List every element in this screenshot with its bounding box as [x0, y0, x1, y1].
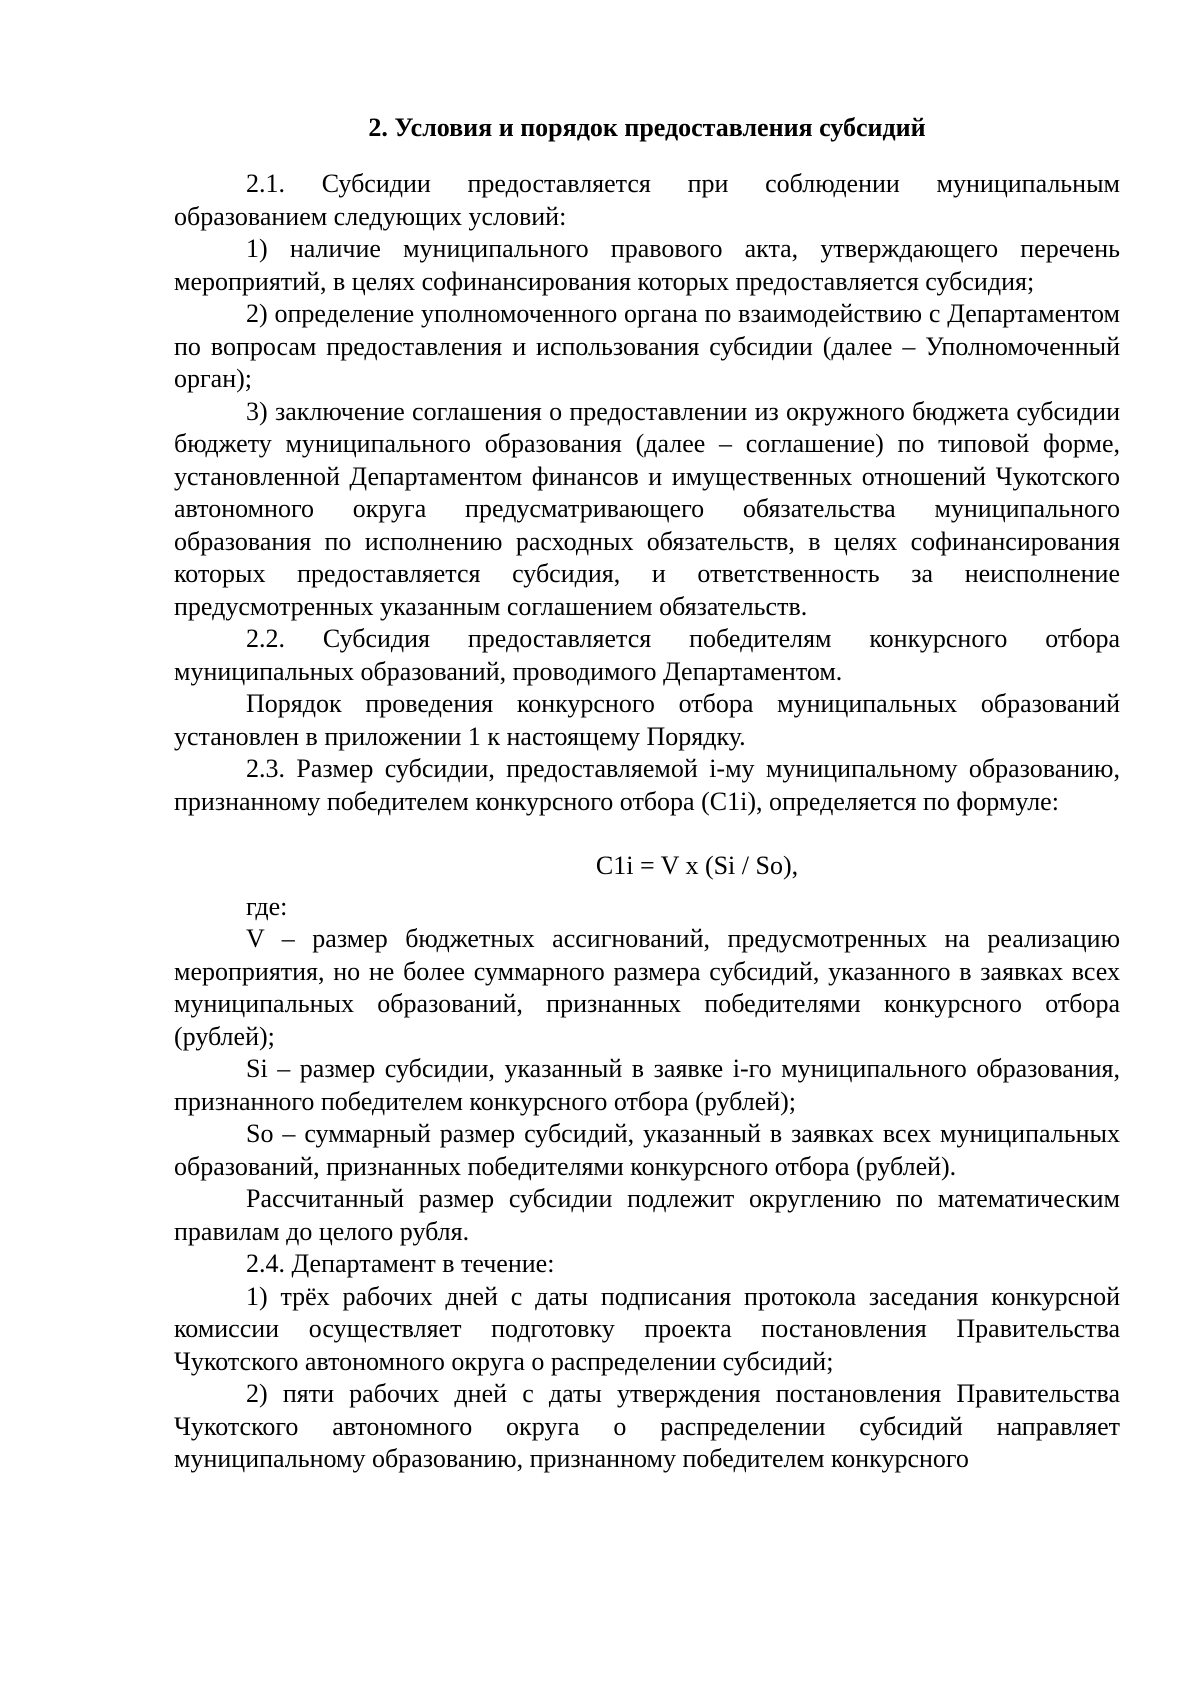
paragraph-def-so: So – суммарный размер субсидий, указанный в заявках всех муниципальных образований, признанных победителями конкурсного отбора (рублей).	[174, 1119, 1120, 1181]
paragraph-duty-1: 1) трёх рабочих дней с даты подписания протокола заседания конкурсной комиссии осуществляет подготовку проекта постановления Правительства Чукотского автономного округа о распределении субсидий;	[174, 1281, 1120, 1376]
paragraph-where: где:	[246, 891, 288, 921]
section-heading: 2. Условия и порядок предоставления субсидий	[368, 113, 926, 142]
paragraph-condition-2: 2) определение уполномоченного органа по взаимодействию с Департаментом по вопросам предоставления и использования субсидии (далее – Уполномоченный орган);	[174, 299, 1120, 393]
paragraph-rounding: Рассчитанный размер субсидии подлежит округлению по математическим правилам до целого рубля.	[174, 1184, 1120, 1246]
paragraph-2-1: 2.1. Субсидии предоставляется при соблюдении муниципальным образованием следующих условий:	[174, 169, 1120, 231]
subsidy-formula: C1i = V x (Si / So),	[595, 851, 799, 880]
paragraph-condition-1: 1) наличие муниципального правового акта, утверждающего перечень мероприятий, в целях софинансирования которых предоставляется субсидия;	[174, 234, 1120, 296]
paragraph-def-si: Si – размер субсидии, указанный в заявке i-го муниципального образования, признанного победителем конкурсного отбора (рублей);	[174, 1054, 1120, 1116]
paragraph-selection-order: Порядок проведения конкурсного отбора муниципальных образований установлен в приложении 1 к настоящему Порядку.	[174, 689, 1120, 751]
paragraph-condition-3: 3) заключение соглашения о предоставлении из окружного бюджета субсидии бюджету муниципального образования (далее – соглашение) по типовой форме, установленной Департаментом финансов и имущественных отношений Чукотского автономного округа предусматривающего обязательства муниципального образования по исполнению расходных обязательств, в целях софинансирования которых предоставляется субсидия, и ответственность за неисполнение предусмотренных указанным соглашением обязательств.	[174, 396, 1120, 621]
paragraph-2-2: 2.2. Субсидия предоставляется победителям конкурсного отбора муниципальных образований, проводимого Департаментом.	[174, 624, 1120, 686]
document-body	[174, 112, 1120, 1476]
paragraph-def-v: V – размер бюджетных ассигнований, предусмотренных на реализацию мероприятия, но не более суммарного размера субсидий, указанного в заявках всех муниципальных образований, признанных победителями конкурсного отбора (рублей);	[174, 924, 1120, 1051]
paragraph-2-4: 2.4. Департамент в течение:	[246, 1249, 555, 1278]
paragraph-2-3: 2.3. Размер субсидии, предоставляемой i-му муниципальному образованию, признанному победителем конкурсного отбора (C1i), определяется по формуле:	[174, 754, 1120, 816]
paragraph-duty-2: 2) пяти рабочих дней с даты утверждения постановления Правительства Чукотского автономного округа о распределении субсидий направляет муниципальному образованию, признанному победителем конкурсного	[174, 1379, 1120, 1473]
